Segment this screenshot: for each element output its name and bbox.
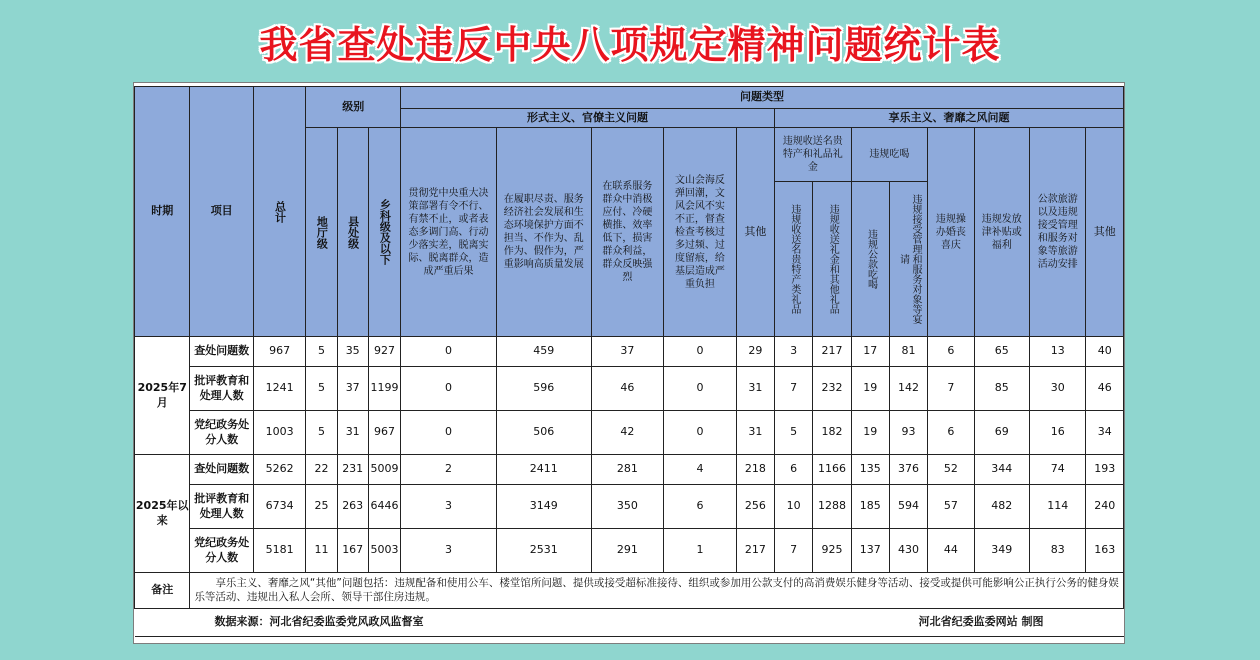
gift-col-cash-text: 违规收送礼金和其他礼品 — [827, 204, 839, 314]
row-label: 批评教育和处理人数 — [190, 485, 254, 529]
cell: 0 — [664, 337, 737, 367]
cell: 6734 — [253, 485, 305, 529]
gift-col-specialty-text: 违规收送名贵特产类礼品 — [788, 204, 800, 314]
cell: 291 — [591, 529, 664, 573]
cell: 6446 — [368, 485, 400, 529]
cell: 1003 — [253, 411, 305, 455]
cell: 31 — [337, 411, 368, 455]
cell: 5 — [306, 367, 337, 411]
cell: 74 — [1030, 455, 1086, 485]
cell: 19 — [851, 411, 889, 455]
cell: 256 — [736, 485, 774, 529]
cell: 506 — [496, 411, 591, 455]
cell: 344 — [974, 455, 1029, 485]
cell: 1241 — [253, 367, 305, 411]
cell: 0 — [401, 337, 497, 367]
period-header: 时期 — [135, 87, 190, 337]
level-col-prefecture-text: 地厅级 — [315, 215, 329, 249]
level-col-prefecture — [306, 128, 337, 337]
cell: 93 — [889, 411, 927, 455]
cell: 7 — [928, 367, 974, 411]
cell: 83 — [1030, 529, 1086, 573]
period-label: 2025年以来 — [135, 455, 190, 573]
cell: 263 — [337, 485, 368, 529]
footer — [135, 615, 1124, 629]
cell: 5 — [306, 337, 337, 367]
cell: 13 — [1030, 337, 1086, 367]
cell: 5181 — [253, 529, 305, 573]
cell: 218 — [736, 455, 774, 485]
cell: 3 — [401, 485, 497, 529]
formalism-col-other: 其他 — [736, 128, 774, 337]
cell: 46 — [1086, 367, 1124, 411]
meal-col-public-text: 违规公款吃喝 — [865, 229, 877, 289]
table-row — [135, 529, 1124, 573]
data-source: 数据来源：河北省纪委监委党风政风监督室 — [214, 615, 424, 629]
table-row — [135, 455, 1124, 485]
row-label: 党纪政务处分人数 — [190, 529, 254, 573]
cell: 1288 — [813, 485, 851, 529]
cell: 17 — [851, 337, 889, 367]
cell: 163 — [1086, 529, 1124, 573]
meal-col-banquet — [889, 182, 927, 337]
cell: 0 — [401, 411, 497, 455]
cell: 217 — [736, 529, 774, 573]
cell: 1 — [664, 529, 737, 573]
cell: 46 — [591, 367, 664, 411]
cell: 42 — [591, 411, 664, 455]
cell: 349 — [974, 529, 1029, 573]
cell: 2531 — [496, 529, 591, 573]
cell: 967 — [368, 411, 400, 455]
cell: 135 — [851, 455, 889, 485]
cell: 7 — [775, 367, 813, 411]
cell: 240 — [1086, 485, 1124, 529]
cell: 114 — [1030, 485, 1086, 529]
cell: 57 — [928, 485, 974, 529]
cell: 5 — [306, 411, 337, 455]
cell: 29 — [736, 337, 774, 367]
cell: 6 — [775, 455, 813, 485]
cell: 19 — [851, 367, 889, 411]
meal-group-header: 违规吃喝 — [851, 128, 928, 182]
cell: 967 — [253, 337, 305, 367]
cell: 185 — [851, 485, 889, 529]
meal-col-banquet-text: 违规接受管理和服务对象等宴请 — [897, 194, 922, 324]
cell: 3 — [401, 529, 497, 573]
formalism-col-1: 贯彻党中央重大决策部署有令不行、有禁不止，或者表态多调门高、行动少落实差，脱离实际、脱离群众，造成严重后果 — [401, 128, 497, 337]
formalism-col-2: 在履职尽责、服务经济社会发展和生态环境保护方面不担当、不作为、乱作为、假作为，严重影响高质量发展 — [496, 128, 591, 337]
cell: 6 — [928, 411, 974, 455]
cell: 31 — [736, 367, 774, 411]
cell: 34 — [1086, 411, 1124, 455]
hedonism-col-other: 其他 — [1086, 128, 1124, 337]
cell: 0 — [664, 411, 737, 455]
level-col-county-text: 县处级 — [346, 215, 360, 249]
cell: 193 — [1086, 455, 1124, 485]
statistics-table — [134, 86, 1124, 637]
cell: 376 — [889, 455, 927, 485]
item-header: 项目 — [190, 87, 254, 337]
hedonism-col-travel: 公款旅游以及违规接受管理和服务对象等旅游活动安排 — [1030, 128, 1086, 337]
hedonism-col-weddings: 违规操办婚丧喜庆 — [928, 128, 974, 337]
table-row — [135, 411, 1124, 455]
formalism-group-header: 形式主义、官僚主义问题 — [401, 109, 775, 128]
cell: 85 — [974, 367, 1029, 411]
chart-maker: 河北省纪委监委网站 制图 — [918, 615, 1044, 629]
cell: 217 — [813, 337, 851, 367]
cell: 0 — [664, 367, 737, 411]
cell: 350 — [591, 485, 664, 529]
level-header: 级别 — [306, 87, 401, 128]
cell: 5003 — [368, 529, 400, 573]
hedonism-group-header: 享乐主义、奢靡之风问题 — [775, 109, 1124, 128]
cell: 25 — [306, 485, 337, 529]
cell: 1166 — [813, 455, 851, 485]
cell: 40 — [1086, 337, 1124, 367]
cell: 37 — [337, 367, 368, 411]
cell: 5009 — [368, 455, 400, 485]
table-row — [135, 337, 1124, 367]
cell: 35 — [337, 337, 368, 367]
cell: 232 — [813, 367, 851, 411]
cell: 5262 — [253, 455, 305, 485]
cell: 3 — [775, 337, 813, 367]
cell: 5 — [775, 411, 813, 455]
row-label: 查处问题数 — [190, 337, 254, 367]
cell: 37 — [591, 337, 664, 367]
cell: 142 — [889, 367, 927, 411]
level-col-county — [337, 128, 368, 337]
gift-col-specialty — [775, 182, 813, 337]
cell: 182 — [813, 411, 851, 455]
cell: 281 — [591, 455, 664, 485]
cell: 11 — [306, 529, 337, 573]
cell: 0 — [401, 367, 497, 411]
cell: 137 — [851, 529, 889, 573]
row-label: 批评教育和处理人数 — [190, 367, 254, 411]
cell: 1199 — [368, 367, 400, 411]
cell: 2411 — [496, 455, 591, 485]
cell: 65 — [974, 337, 1029, 367]
cell: 10 — [775, 485, 813, 529]
table-row — [135, 485, 1124, 529]
meal-col-public — [851, 182, 889, 337]
cell: 459 — [496, 337, 591, 367]
cell: 31 — [736, 411, 774, 455]
note-label: 备注 — [135, 573, 190, 609]
total-header — [253, 87, 305, 337]
cell: 594 — [889, 485, 927, 529]
cell: 81 — [889, 337, 927, 367]
cell: 69 — [974, 411, 1029, 455]
cell: 6 — [664, 485, 737, 529]
row-label: 党纪政务处分人数 — [190, 411, 254, 455]
table-row — [135, 367, 1124, 411]
level-col-township — [368, 128, 400, 337]
cell: 927 — [368, 337, 400, 367]
statistics-sheet — [133, 82, 1125, 644]
cell: 44 — [928, 529, 974, 573]
cell: 430 — [889, 529, 927, 573]
cell: 6 — [928, 337, 974, 367]
cell: 167 — [337, 529, 368, 573]
cell: 16 — [1030, 411, 1086, 455]
cell: 596 — [496, 367, 591, 411]
cell: 231 — [337, 455, 368, 485]
hedonism-col-subsidies: 违规发放津补贴或福利 — [974, 128, 1029, 337]
cell: 7 — [775, 529, 813, 573]
page-title: 我省查处违反中央八项规定精神问题统计表 — [259, 23, 1001, 67]
footer-cell — [135, 609, 1124, 637]
row-label: 查处问题数 — [190, 455, 254, 485]
cell: 4 — [664, 455, 737, 485]
formalism-col-4: 文山会海反弹回潮，文风会风不实不正，督查检查考核过多过频、过度留痕，给基层造成严重负担 — [664, 128, 737, 337]
footer-row — [135, 609, 1124, 637]
gift-col-cash — [813, 182, 851, 337]
problem-type-header: 问题类型 — [401, 87, 1124, 109]
cell: 52 — [928, 455, 974, 485]
gift-group-header: 违规收送名贵特产和礼品礼金 — [775, 128, 852, 182]
cell: 482 — [974, 485, 1029, 529]
total-header-text: 总计 — [273, 200, 287, 223]
cell: 3149 — [496, 485, 591, 529]
cell: 2 — [401, 455, 497, 485]
note-row — [135, 573, 1124, 609]
level-col-township-text: 乡科级及以下 — [378, 199, 392, 265]
period-label: 2025年7月 — [135, 337, 190, 455]
formalism-col-3: 在联系服务群众中消极应付、冷硬横推、效率低下，损害群众利益，群众反映强烈 — [591, 128, 664, 337]
note-text: 享乐主义、奢靡之风“其他”问题包括：违规配备和使用公车、楼堂馆所问题、提供或接受超标准接待、组织或参加用公款支付的高消费娱乐健身等活动、接受或提供可能影响公正执行公务的健身娱乐等活动、违规出入私人会所、领导干部住房违规。 — [190, 573, 1124, 609]
cell: 925 — [813, 529, 851, 573]
cell: 30 — [1030, 367, 1086, 411]
cell: 22 — [306, 455, 337, 485]
